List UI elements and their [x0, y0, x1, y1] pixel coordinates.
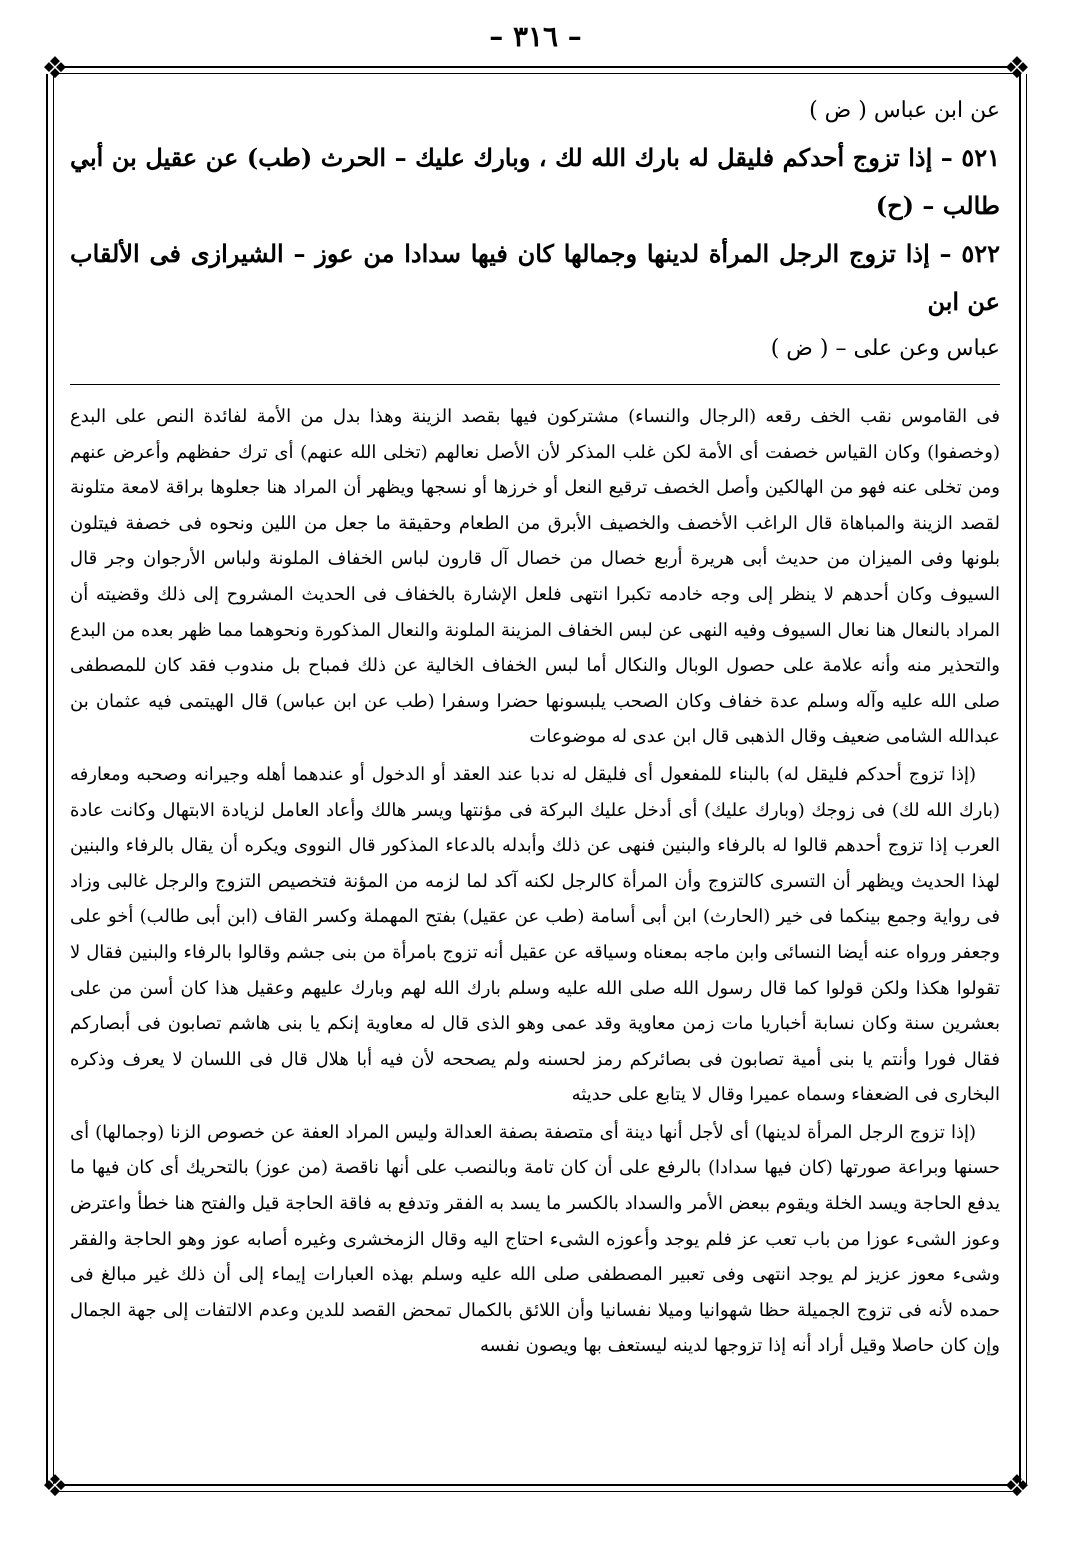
frame-right-border	[1019, 74, 1027, 1484]
ornament-corner-icon: ❖	[1003, 1469, 1031, 1504]
ornament-corner-icon: ❖	[1003, 51, 1031, 86]
commentary	[70, 399, 1000, 1364]
ornament-corner-icon: ❖	[41, 51, 69, 86]
hadith-continuation: عن ابن عباس ( ض )	[809, 98, 1000, 123]
commentary-paragraph: (إذا تزوج الرجل المرأة لدينها) أى لأجل أنها دينة أى متصفة بصفة العدالة وليس المراد العفة عن خصوص الزنا (وجمالها) أى حسنها وبراعة صورتها (كان فيها سدادا) بالرفع على أن كان تامة وبالنصب على أنها ناقصة (من عوز) بالتحريك أى كان فيها ما يدفع الحاجة ويسد الخلة ويقوم ببعض الأمر والسداد بالكسر ما يسد به الفقر وتدفع به فاقة الحاجة قيل والفتح هنا خطأ واعترض وعوز الشىء عوزا من باب تعب عز فلم يوجد وأعوزه الشىء احتاج اليه وقال الزمخشرى وغيره أصابه عوز وهو الحاجة والفقر وشىء معوز عزيز لم يوجد انتهى وفى تعبير المصطفى صلى الله عليه وسلم بهذه العبارات إيماء إلى أن ذلك غير مبالغ فى حمده لأنه فى تزوج الجميلة حظا شهوانيا وميلا نفسانيا وأن اللائق بالكمال تمحض القصد للدين وعدم الالتفات إلى جهة الجمال وإن كان حاصلا وقيل أراد أنه إذا تزوجها لدينه ليستعف بها ويصون نفسه	[70, 1121, 1000, 1357]
hadith-521: ٥٢١ – إذا تزوج أحدكم فليقل له بارك الله لك ، وبارك عليك – الحرث (طب) عن عقيل بن أبي طالب – (ح)	[70, 143, 1000, 220]
commentary-paragraph: (إذا تزوج أحدكم فليقل له) بالبناء للمفعول أى فليقل له ندبا عند العقد أو الدخول أو عندهما أهله وجيرانه وصحبه ومعارفه (بارك الله لك) فى زوجك (وبارك عليك) أى أدخل عليك البركة فى مؤنتها ويسر هالك وأعاد العامل لزيادة الابتهال وكانت عادة العرب إذا تزوج أحدهم قالوا له بالرفاء والبنين فنهى عن ذلك وأبدله بالدعاء المذكور قال النووى ويكره أن يقال بالرفاء والبنين لهذا الحديث ويظهر أن التسرى كالتزوج وأن المرأة كالرجل لكنه آكد لما لزمه من المؤنة فتخصيص التزوج والرجل غالبى وزاد فى رواية وجمع بينكما فى خير (الحارث) ابن أبى أسامة (طب عن عقيل) بفتح المهملة وكسر القاف (ابن أبى طالب) أخو على وجعفر ورواه عنه أيضا النسائى وابن ماجه بمعناه وسياقه عن عقيل أنه تزوج بامرأة من بنى جشم وقالوا بالرفاء والبنين فقال لا تقولوا هكذا ولكن قولوا كما قال رسول الله صلى الله عليه وسلم بارك الله لهم وبارك عليهم وعقيل هذا كان أسن من على بعشرين سنة وكان نسابة أخباريا مات زمن معاوية وقد عمى وهو الذى قال له معاوية إنكم يا بنى هاشم تصابون فى أبصاركم فقال فورا وأنتم يا بنى أمية تصابون فى بصائركم رمز لحسنه ولم يصححه لأن فيه أبا هلال قال فى اللسان لا يعرف وذكره البخارى فى الضعفاء وسماه عميرا وقال لا يتابع على حديثه	[70, 763, 1000, 1106]
frame-left-border	[46, 74, 54, 1484]
section-divider	[70, 384, 1000, 385]
hadith-block	[70, 88, 1000, 372]
page-number: – ٣١٦ –	[489, 20, 582, 53]
page-content	[70, 88, 1000, 1483]
frame-top-border	[58, 66, 1013, 74]
hadith-522-source: عباس وعن على – ( ض )	[770, 336, 1000, 361]
ornament-corner-icon: ❖	[41, 1469, 69, 1504]
hadith-522: ٥٢٢ – إذا تزوج الرجل المرأة لدينها وجمالها كان فيها سدادا من عوز – الشيرازى فى الألقاب عن ابن	[70, 239, 1000, 316]
frame-bottom-border	[58, 1484, 1013, 1492]
commentary-paragraph: فى القاموس نقب الخف رقعه (الرجال والنساء) مشتركون فيها بقصد الزينة وهذا بدل من الأمة لفائدة النص على البدع (وخصفوا) وكان القياس خصفت أى الأمة لكن غلب المذكر لأن الأصل نعالهم (تخلى الله عنهم) أى ترك حفظهم وأعرض عنهم ومن تخلى عنه فهو من الهالكين وأصل الخصف ترقيع النعل أو خرزها أو نسجها ويظهر أن المراد هنا جعلوها براقة لامعة متلونة لقصد الزينة والمباهاة قال الراغب الأخصف والخصيف الأبرق من الطعام وحقيقة ما جعل من اللين ونحوه فى خصفة فيتلون بلونها وفى الميزان من حديث أبى هريرة أربع خصال من خصال آل قارون لباس الخفاف الملونة ولباس الأرجوان وجر قال السيوف وكان أحدهم لا ينظر إلى وجه خادمه تكبرا انتهى فلعل الإشارة بالخفاف فى الحديث المشروح إلى ذلك وقضيته أن المراد بالنعال هنا نعال السيوف وفيه النهى عن لبس الخفاف المزينة الملونة والنعال المذكورة ونحوهما مما ظهر بعده من البدع والتحذير منه وأنه علامة على حصول الوبال والنكال أما لبس الخفاف الخالية عن ذلك فمباح بل مندوب فقد كان للمصطفى صلى الله عليه وآله وسلم عدة خفاف وكان الصحب يلبسونها حضرا وسفرا (طب عن ابن عباس) قال الهيتمى فيه عثمان بن عبدالله الشامى ضعيف وقال الذهبى قال ابن عدى له موضوعات	[70, 406, 1000, 748]
